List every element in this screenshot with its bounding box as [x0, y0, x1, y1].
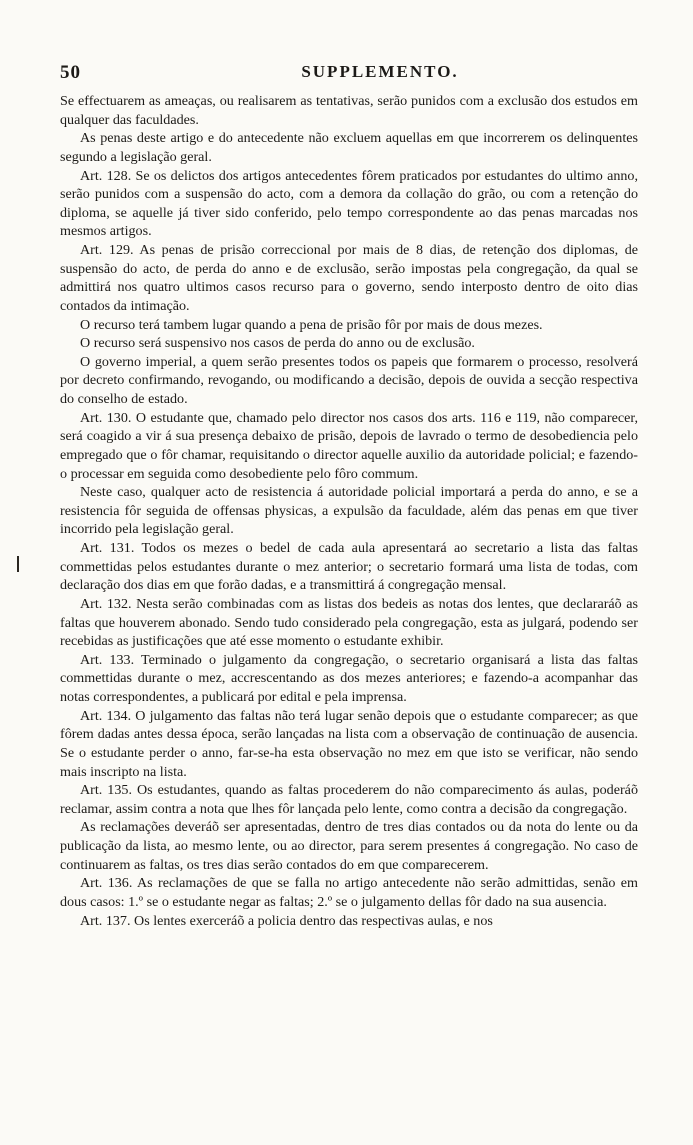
paragraph: Art. 129. As penas de prisão correccional por mais de 8 dias, de retenção dos diplomas, de suspensão do acto, de perda do anno e de exclusão, serão impostas pela congregação, da qual se admittirá nos quatro ultimos casos recurso para o governo, sendo interposto dentro de oito dias contados da intimação. [60, 242, 638, 314]
margin-mark [17, 556, 19, 572]
paragraph: Art. 134. O julgamento das faltas não terá lugar senão depois que o estudante comparecer; as que fôrem dadas antes dessa época, serão lançadas na lista com a observação de continuação de ausencia. Se o estudante perder o anno, far-se-ha esta observação no mez em que isto se verificar, não sendo mais inscripto na lista. [60, 707, 638, 780]
paragraph: O governo imperial, a quem serão presentes todos os papeis que formarem o processo, resolverá por decreto confirmando, revogando, ou modificando a decisão, depois de ouvida a secção respectiva do conselho de estado. [60, 353, 638, 407]
paragraph: O recurso será suspensivo nos casos de perda do anno ou de exclusão. [80, 335, 475, 352]
paragraph: Art. 135. Os estudantes, quando as faltas procederem do não comparecimento ás aulas, poderáõ reclamar, assim contra a nota que lhes fôr lançada pelo lente, como contra a decisão da congregação. [60, 782, 638, 817]
paragraph: Neste caso, qualquer acto de resistencia á autoridade policial importará a perda do anno, e se a resistencia fôr seguida de offensas physicas, a expulsão da faculdade, além das penas em que tiver incorrido pela legislação geral. [60, 484, 638, 538]
page-header [60, 62, 635, 84]
paragraph: Art. 132. Nesta serão combinadas com as listas dos bedeis as notas dos lentes, que declararáõ as faltas que houverem abonado. Sendo tudo considerado pela congregação, esta as julgará, podendo ser recebidas as justificações que até esse momento o estudante exhibir. [60, 595, 638, 650]
paragraph: O recurso terá tambem lugar quando a pena de prisão fôr por mais de dous mezes. [80, 316, 543, 333]
paragraph: Se effectuarem as ameaças, ou realisarem as tentativas, serão punidos com a exclusão dos estudos em qualquer das faculdades. [60, 93, 638, 128]
paragraph: As reclamações deveráõ ser apresentadas, dentro de tres dias contados ou da nota do lente ou da publicação da lista, ao mesmo lente, ou ao director, para serem presentes á congregação. No caso de continuarem as faltas, os tres dias serão contados do em que comparecerem. [60, 819, 638, 873]
running-title: SUPPLEMENTO. [301, 62, 459, 81]
page-number: 50 [60, 62, 81, 83]
paragraph: As penas deste artigo e do antecedente não excluem aquellas em que incorrerem os delinquentes segundo a legislação geral. [60, 130, 638, 165]
paragraph: Art. 128. Se os delictos dos artigos antecedentes fôrem praticados por estudantes do ultimo anno, serão punidos com a suspensão do acto, com a demora da collação do grão, ou com a retenção do diploma, se aquelle já tiver sido conferido, pelo tempo correspondente ao das penas marcadas nos mesmos artigos. [60, 167, 638, 240]
paragraph: Art. 136. As reclamações de que se falla no artigo antecedente não serão admittidas, senão em dous casos: 1.º se o estudante negar as faltas; 2.º se o julgamento dellas fôr dado na sua ausencia. [60, 875, 638, 910]
paragraph: Art. 131. Todos os mezes o bedel de cada aula apresentará ao secretario a lista das faltas commettidas pelos estudantes durante o mez anterior; o secretario formará uma lista de todas, com declaração dos dias em que forão dadas, e a transmittirá á congregação mensal. [60, 540, 638, 594]
paragraph: Art. 130. O estudante que, chamado pelo director nos casos dos arts. 116 e 119, não comparecer, será coagido a vir á sua presença debaixo de prisão, depois de lavrado o termo de desobediencia pelo empregado que o fôr chamar, requisitando o director aquelle auxilio da autoridade policial; e fazendo-o processar em seguida como desobediente pelo fôro commum. [60, 409, 638, 482]
body-text [60, 92, 638, 930]
paragraph: Art. 137. Os lentes exerceráõ a policia dentro das respectivas aulas, e nos [80, 912, 493, 929]
paragraph: Art. 133. Terminado o julgamento da congregação, o secretario organisará a lista das faltas commettidas durante o mez, accrescentando as dos mezes anteriores; e fazendo-a acompanhar das notas correspondentes, a publicará por edital e pela imprensa. [60, 651, 638, 705]
